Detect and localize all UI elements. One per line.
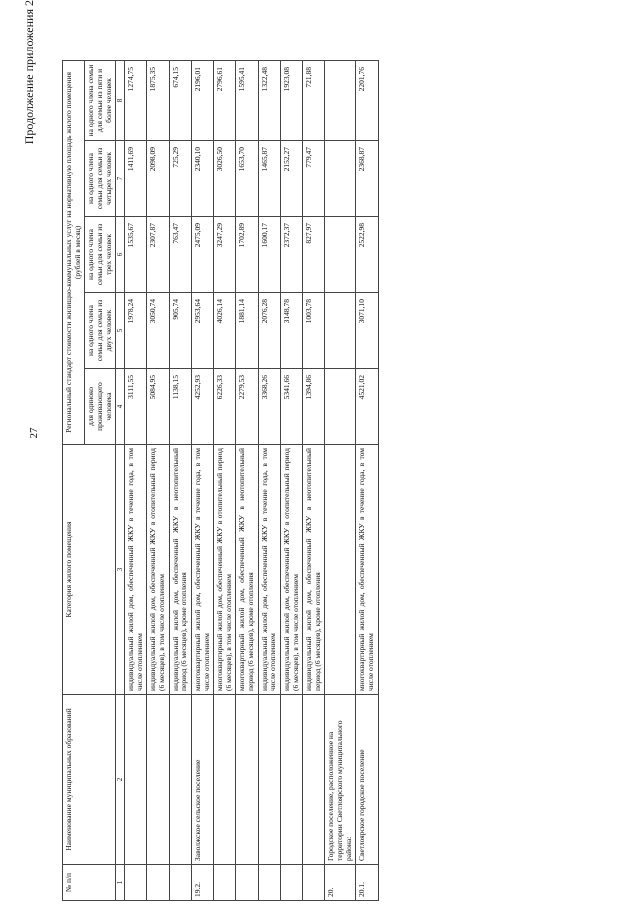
table-row bbox=[303, 60, 325, 900]
cost-value: 2098,09 bbox=[147, 141, 169, 217]
header-num: № п/п bbox=[63, 865, 116, 901]
housing-category: индивидуальный жилой дом, обеспеченный ЖКУ в отопительный период (6 месяцев), в том числе отоплением bbox=[147, 445, 169, 695]
cost-value: 4026,14 bbox=[214, 293, 236, 369]
col-index: 4 bbox=[116, 369, 125, 445]
cost-value: 5341,66 bbox=[280, 369, 302, 445]
cost-value: 1702,89 bbox=[236, 217, 258, 293]
cost-value: 1978,24 bbox=[125, 293, 147, 369]
header-standard-group: Региональный стандарт стоимости жилищно-коммунальных услуг на нормативную площадь жилого помещения (рублей в месяц) bbox=[63, 60, 85, 444]
housing-category: индивидуальный жилой дом, обеспеченный ЖКУ в неотопительный период (6 месяцев), кроме отопления bbox=[303, 445, 325, 695]
housing-category: индивидуальный жилой дом, обеспеченный ЖКУ в течение года, в том числе отоплением bbox=[258, 445, 280, 695]
cost-value: 905,74 bbox=[169, 293, 191, 369]
municipality-name bbox=[280, 695, 302, 865]
municipality-name bbox=[169, 695, 191, 865]
housing-category: индивидуальный жилой дом, обеспеченный ЖКУ в течение года, в том числе отоплением bbox=[125, 445, 147, 695]
col-index: 8 bbox=[116, 60, 125, 140]
cost-value: 2279,53 bbox=[236, 369, 258, 445]
header-sub-2: на одного члена семьи для семьи из двух человек bbox=[85, 293, 116, 369]
page-number: 27 bbox=[28, 427, 40, 439]
municipality-name: Городское поселение, расположенное на территории Светлоярского муниципального района: bbox=[325, 695, 356, 865]
row-number: 20.1. bbox=[356, 865, 378, 901]
cost-value: 1274,75 bbox=[125, 60, 147, 140]
cost-value: 3148,78 bbox=[280, 293, 302, 369]
housing-category: многоквартирный жилой дом, обеспеченный ЖКУ в течение года, в том числе отоплением bbox=[356, 445, 378, 695]
header-sub-3: на одного члена семьи для семьи из трех человек bbox=[85, 217, 116, 293]
table-row bbox=[125, 60, 147, 900]
municipality-name bbox=[125, 695, 147, 865]
cost-value: 2201,76 bbox=[356, 60, 378, 140]
row-number bbox=[125, 865, 147, 901]
cost-value: 2953,64 bbox=[191, 293, 213, 369]
table-row bbox=[280, 60, 302, 900]
table-row bbox=[191, 60, 213, 900]
municipality-name: Светлоярское городское поселение bbox=[356, 695, 378, 865]
housing-category: индивидуальный жилой дом, обеспеченный ЖКУ в отопительный период (6 месяцев), в том числе отоплением bbox=[280, 445, 302, 695]
cost-value: 1465,87 bbox=[258, 141, 280, 217]
row-number bbox=[169, 865, 191, 901]
table-row bbox=[214, 60, 236, 900]
housing-category: индивидуальный жилой дом, обеспеченный ЖКУ в неотопительный период (6 месяцев), кроме отопления bbox=[169, 445, 191, 695]
cost-value: 2340,10 bbox=[191, 141, 213, 217]
row-number bbox=[147, 865, 169, 901]
cost-value: 1003,78 bbox=[303, 293, 325, 369]
cost-value: 2196,01 bbox=[191, 60, 213, 140]
cost-value: 6226,33 bbox=[214, 369, 236, 445]
cost-value: 3026,50 bbox=[214, 141, 236, 217]
cost-value: 721,88 bbox=[303, 60, 325, 140]
col-index: 7 bbox=[116, 141, 125, 217]
header-category: Категория жилого помещения bbox=[63, 445, 116, 695]
cost-value bbox=[325, 369, 356, 445]
table-row bbox=[147, 60, 169, 900]
cost-value bbox=[325, 60, 356, 140]
housing-category: многоквартирный жилой дом, обеспеченный ЖКУ в течение года, в том числе отоплением bbox=[191, 445, 213, 695]
cost-value: 674,15 bbox=[169, 60, 191, 140]
cost-value: 1600,17 bbox=[258, 217, 280, 293]
municipality-name: Заволжское сельское поселение bbox=[191, 695, 213, 865]
cost-value: 1535,67 bbox=[125, 217, 147, 293]
cost-value: 1394,86 bbox=[303, 369, 325, 445]
header-sub-1: для одиноко проживающего человека bbox=[85, 369, 116, 445]
table-row bbox=[236, 60, 258, 900]
housing-category: многоквартирный жилой дом, обеспеченный ЖКУ в неотопительный период (6 месяцев), кроме отопления bbox=[236, 445, 258, 695]
cost-value: 725,29 bbox=[169, 141, 191, 217]
row-number: 20. bbox=[325, 865, 356, 901]
cost-value: 1653,70 bbox=[236, 141, 258, 217]
row-number bbox=[236, 865, 258, 901]
standard-cost-table bbox=[62, 60, 379, 901]
table-row bbox=[258, 60, 280, 900]
col-index: 5 bbox=[116, 293, 125, 369]
cost-value bbox=[325, 217, 356, 293]
table-row bbox=[356, 60, 378, 900]
cost-value: 3368,26 bbox=[258, 369, 280, 445]
cost-value: 3050,74 bbox=[147, 293, 169, 369]
appendix-label: Продолжение приложения 2 bbox=[22, 0, 36, 145]
col-index: 3 bbox=[116, 445, 125, 695]
cost-value: 2372,37 bbox=[280, 217, 302, 293]
cost-value: 2796,61 bbox=[214, 60, 236, 140]
row-number bbox=[214, 865, 236, 901]
cost-value bbox=[325, 293, 356, 369]
cost-value: 1411,69 bbox=[125, 141, 147, 217]
row-number bbox=[258, 865, 280, 901]
cost-value: 5084,95 bbox=[147, 369, 169, 445]
col-index: 6 bbox=[116, 217, 125, 293]
housing-category: многоквартирный жилой дом, обеспеченный ЖКУ в отопительный период (6 месяцев), в том числе отоплением bbox=[214, 445, 236, 695]
cost-value: 1881,14 bbox=[236, 293, 258, 369]
municipality-name bbox=[147, 695, 169, 865]
header-municipality: Наименование муниципальных образований bbox=[63, 695, 116, 865]
housing-category bbox=[325, 445, 356, 695]
header-sub-4: на одного члена семьи для семьи из четырех человек bbox=[85, 141, 116, 217]
col-index: 2 bbox=[116, 695, 125, 865]
table-row bbox=[325, 60, 356, 900]
cost-value: 4252,93 bbox=[191, 369, 213, 445]
cost-value: 3247,29 bbox=[214, 217, 236, 293]
municipality-name bbox=[214, 695, 236, 865]
municipality-name bbox=[303, 695, 325, 865]
cost-value: 779,47 bbox=[303, 141, 325, 217]
cost-value: 4521,02 bbox=[356, 369, 378, 445]
cost-value: 1322,48 bbox=[258, 60, 280, 140]
cost-value: 2368,87 bbox=[356, 141, 378, 217]
municipality-name bbox=[236, 695, 258, 865]
col-index: 1 bbox=[116, 865, 125, 901]
cost-value bbox=[325, 141, 356, 217]
column-index-row bbox=[116, 60, 125, 900]
row-number bbox=[303, 865, 325, 901]
header-sub-5: на одного члена семьи для семьи из пяти и более человек bbox=[85, 60, 116, 140]
row-number bbox=[280, 865, 302, 901]
municipality-name bbox=[258, 695, 280, 865]
table-row bbox=[169, 60, 191, 900]
cost-value: 2522,98 bbox=[356, 217, 378, 293]
cost-value: 2076,28 bbox=[258, 293, 280, 369]
cost-value: 1923,08 bbox=[280, 60, 302, 140]
cost-value: 3071,10 bbox=[356, 293, 378, 369]
cost-value: 1138,15 bbox=[169, 369, 191, 445]
cost-value: 1875,35 bbox=[147, 60, 169, 140]
cost-value: 2152,27 bbox=[280, 141, 302, 217]
cost-value: 1595,41 bbox=[236, 60, 258, 140]
row-number: 19.2. bbox=[191, 865, 213, 901]
cost-value: 3111,55 bbox=[125, 369, 147, 445]
cost-value: 827,97 bbox=[303, 217, 325, 293]
cost-value: 2307,87 bbox=[147, 217, 169, 293]
cost-value: 763,47 bbox=[169, 217, 191, 293]
cost-value: 2475,09 bbox=[191, 217, 213, 293]
